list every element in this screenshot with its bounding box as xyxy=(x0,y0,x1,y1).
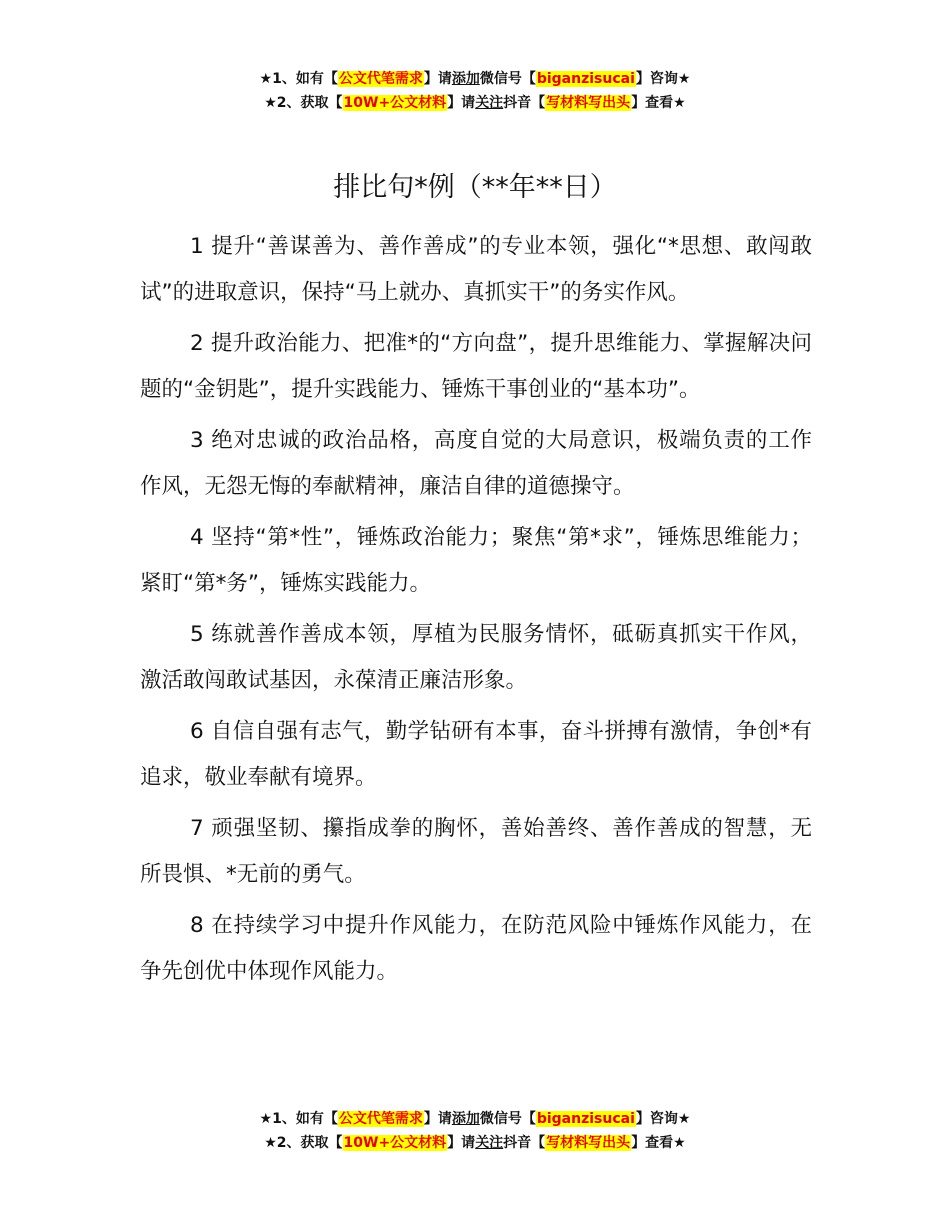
promo-text: 】查看★ xyxy=(631,95,686,111)
paragraph-8: 8 在持续学习中提升作风能力，在防范风险中锤炼作风能力，在争先创优中体现作风能力。 xyxy=(140,913,812,984)
paragraph-6: 6 自信自强有志气，勤学钻研有本事，奋斗拼搏有激情，争创*有追求，敬业奉献有境界。 xyxy=(140,719,812,790)
promo-text: 】请 xyxy=(423,1111,452,1127)
promo-underlined-text: 关注 xyxy=(475,1135,504,1151)
promo-highlight: biganzisucai xyxy=(536,1111,635,1127)
promo-line-1 xyxy=(0,67,950,91)
paragraph-4: 4 坚持“第*性”，锤炼政治能力；聚焦“第*求”，锤炼思维能力；紧盯“第*务”，锤炼实践能力。 xyxy=(140,525,812,596)
promo-text: 抖音【 xyxy=(503,95,546,111)
paragraph-5: 5 练就善作善成本领，厚植为民服务情怀，砥砺真抓实干作风，激活敢闯敢试基因，永葆清正廉洁形象。 xyxy=(140,622,812,693)
promo-text: 微信号【 xyxy=(479,1111,536,1127)
promo-text: ★1、如有【 xyxy=(259,1111,338,1127)
promo-text: 】查看★ xyxy=(631,1135,686,1151)
promo-underlined-text: 添加 xyxy=(451,1111,480,1127)
promo-line-2 xyxy=(0,1131,950,1155)
promo-text: ★2、获取【 xyxy=(264,1135,343,1151)
promo-text: 抖音【 xyxy=(503,1135,546,1151)
promo-text: 】请 xyxy=(447,1135,476,1151)
promo-highlight: 写材料写出头 xyxy=(546,1135,631,1151)
promo-line-2 xyxy=(0,91,950,115)
promo-highlight: 写材料写出头 xyxy=(546,95,631,111)
promo-text: 】请 xyxy=(423,71,452,87)
paragraph-3: 3 绝对忠诚的政治品格，高度自觉的大局意识，极端负责的工作作风，无怨无悔的奉献精神，廉洁自律的道德操守。 xyxy=(140,428,812,499)
promo-text: 微信号【 xyxy=(479,71,536,87)
promo-underlined-text: 添加 xyxy=(451,71,480,87)
promo-banner-top xyxy=(0,67,950,115)
promo-text: 】请 xyxy=(447,95,476,111)
document-body xyxy=(140,224,812,1000)
promo-highlight: 10W+公文材料 xyxy=(343,95,447,111)
promo-text: 】咨询★ xyxy=(635,71,691,87)
promo-highlight: 公文代笔需求 xyxy=(338,71,423,87)
paragraph-7: 7 顽强坚韧、攥指成拳的胸怀，善始善终、善作善成的智慧，无所畏惧、*无前的勇气。 xyxy=(140,816,812,887)
promo-banner-bottom xyxy=(0,1107,950,1155)
promo-text: ★2、获取【 xyxy=(264,95,343,111)
paragraph-1: 1 提升“善谋善为、善作善成”的专业本领，强化“*思想、敢闯敢试”的进取意识，保持“马上就办、真抓实干”的务实作风。 xyxy=(140,234,812,305)
promo-highlight: biganzisucai xyxy=(536,71,635,87)
promo-highlight: 公文代笔需求 xyxy=(338,1111,423,1127)
promo-text: ★1、如有【 xyxy=(259,71,338,87)
paragraph-2: 2 提升政治能力、把准*的“方向盘”，提升思维能力、掌握解决问题的“金钥匙”，提升实践能力、锤炼干事创业的“基本功”。 xyxy=(140,331,812,402)
document-title: 排比句*例（**年**日） xyxy=(333,172,617,203)
promo-underlined-text: 关注 xyxy=(475,95,504,111)
promo-text: 】咨询★ xyxy=(635,1111,691,1127)
promo-highlight: 10W+公文材料 xyxy=(343,1135,447,1151)
promo-line-1 xyxy=(0,1107,950,1131)
